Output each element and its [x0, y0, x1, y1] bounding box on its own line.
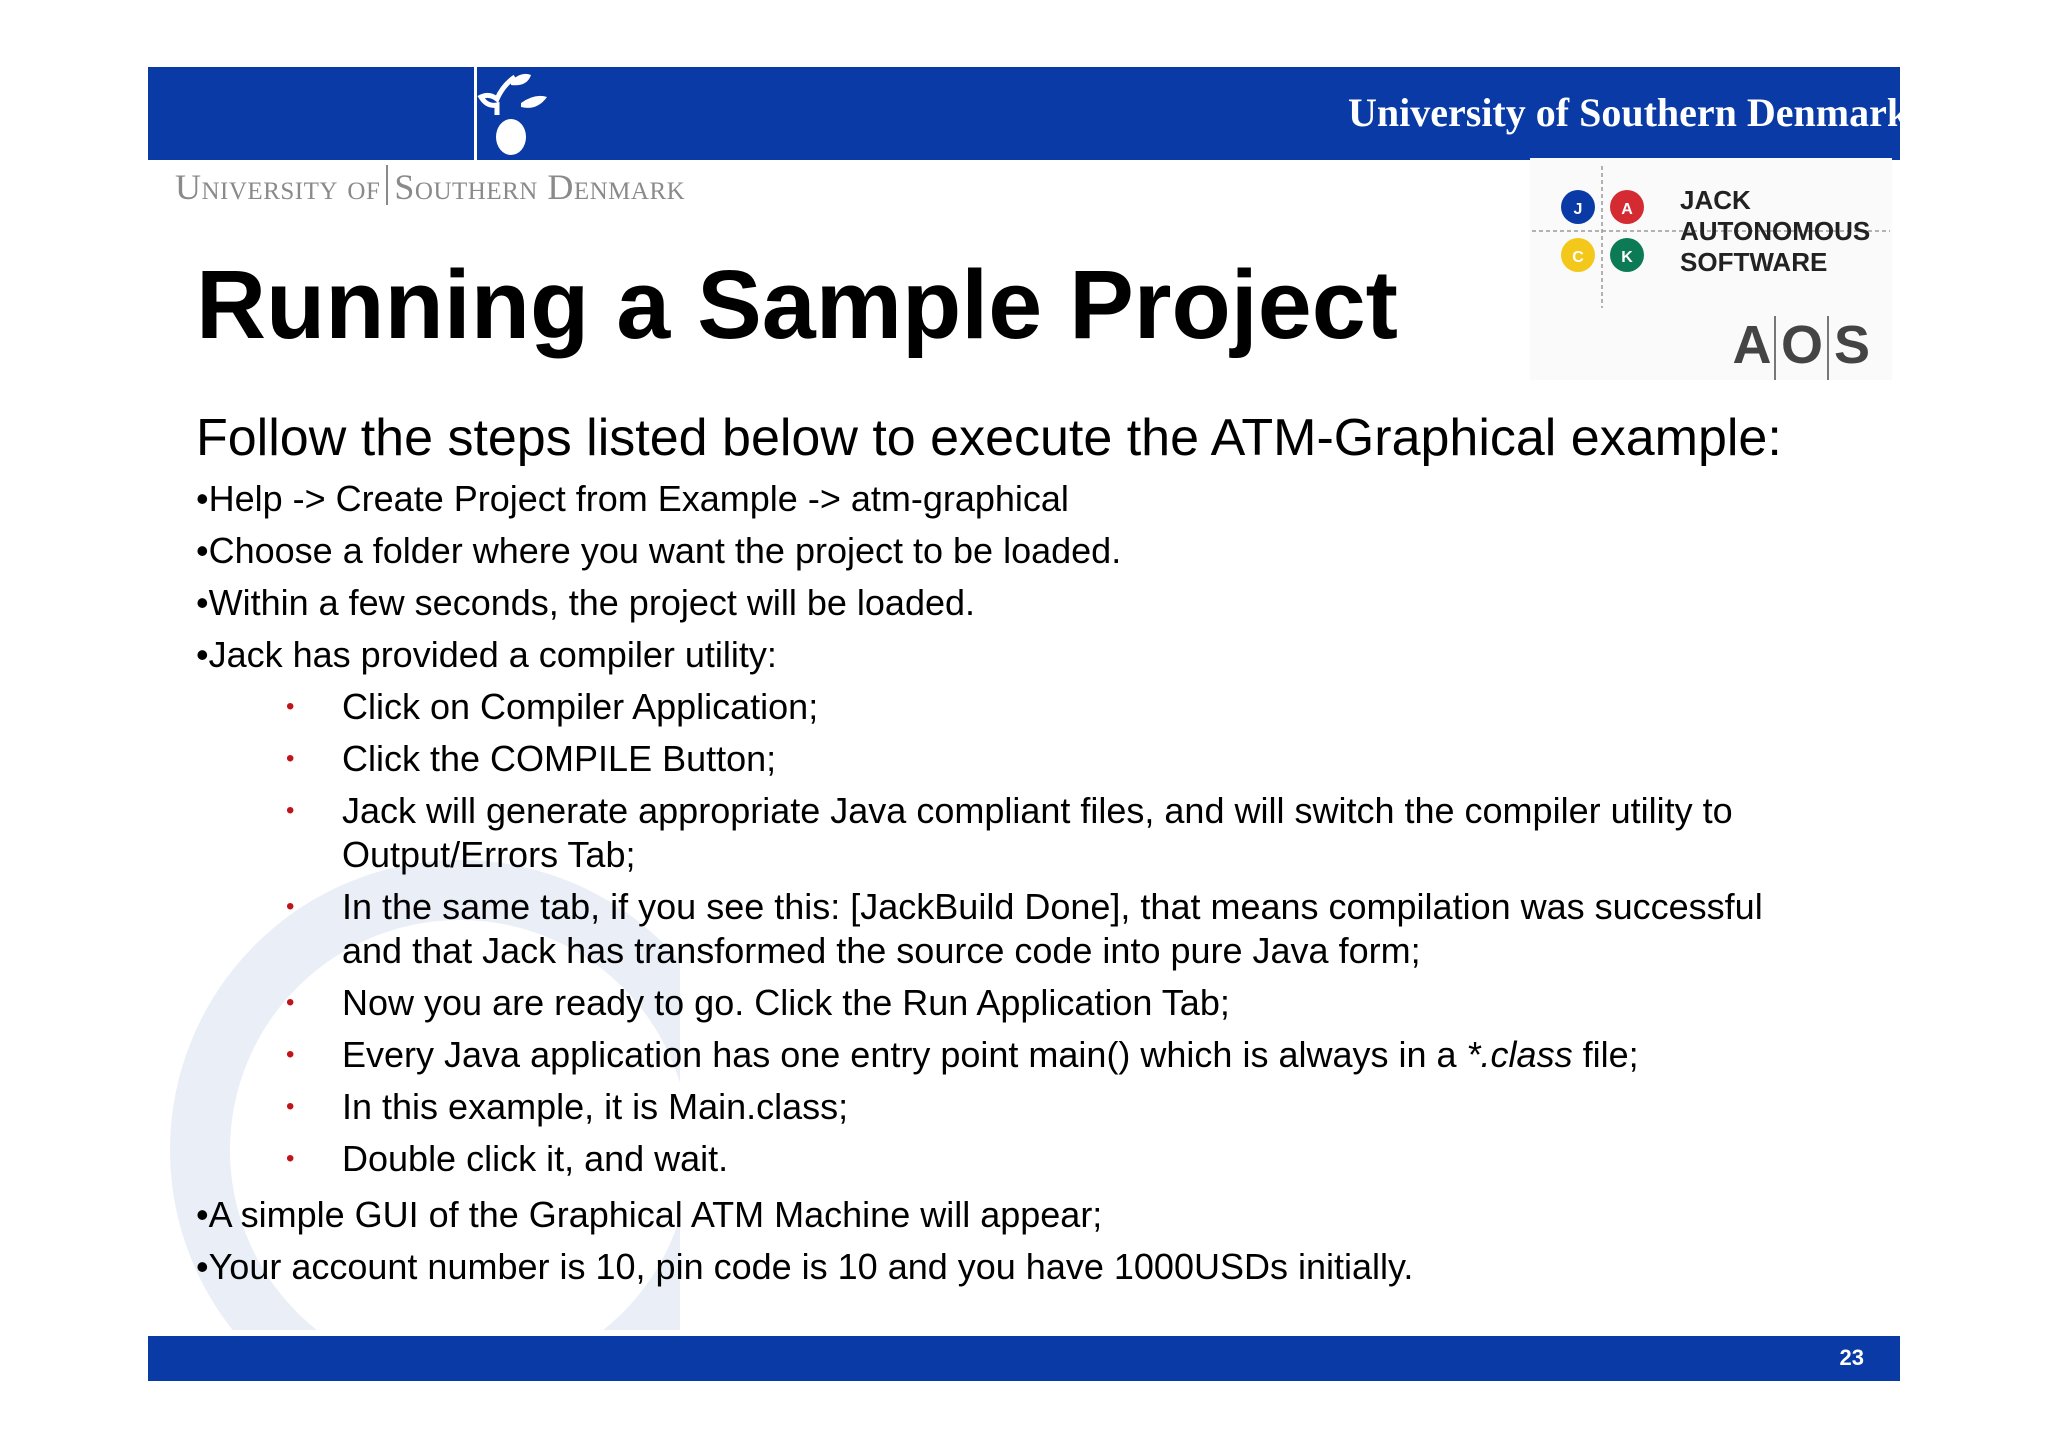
jack-line-3: SOFTWARE [1680, 247, 1828, 277]
slide-body [196, 403, 1876, 1293]
header-university-name: University of Southern Denmark [1348, 90, 1910, 135]
sub-bullet: • [286, 745, 295, 772]
sub-bullet: • [286, 989, 295, 1016]
footer-bar [148, 1336, 1900, 1381]
svg-text:J: J [1573, 201, 1583, 218]
entry-text-before: Every Java application has one entry point main() which is always in a [342, 1034, 1467, 1075]
jack-circle-c [1561, 238, 1595, 272]
step-choose-folder: •Choose a folder where you want the project to be loaded. [196, 530, 1122, 571]
step-project-loaded: •Within a few seconds, the project will be loaded. [196, 582, 976, 623]
sub-bullet: • [286, 1041, 295, 1068]
substep-item [196, 737, 1876, 781]
page-number: 23 [1839, 1345, 1864, 1370]
substep-text [342, 1033, 1812, 1077]
substep-item [196, 1033, 1876, 1077]
substep-text: Click on Compiler Application; [342, 686, 819, 727]
intro-line: Follow the steps listed below to execute the ATM-Graphical example: [196, 409, 1782, 467]
step-help-menu: •Help -> Create Project from Example -> atm-graphical [196, 478, 1069, 519]
entry-text-after: file; [1572, 1034, 1639, 1075]
substep-item [196, 885, 1876, 973]
sub-bullet: • [286, 1145, 295, 1172]
svg-text:A: A [1621, 201, 1633, 218]
sub-bullet: • [286, 1093, 295, 1120]
substep-item [196, 1137, 1876, 1181]
step-account-info: •Your account number is 10, pin code is 10 and you have 1000USDs initially. [196, 1246, 1414, 1287]
substep-item [196, 789, 1876, 877]
jack-circle-j [1561, 190, 1595, 224]
sub-bullet: • [286, 893, 295, 920]
entry-text-italic: *.class [1466, 1034, 1573, 1075]
slide-title: Running a Sample Project [196, 250, 1398, 359]
university-apple-logo-icon [433, 67, 553, 160]
substep-text: Jack will generate appropriate Java compliant files, and will switch the compiler utility to Output/Errors Tab; [342, 790, 1733, 875]
wordmark-divider [386, 165, 388, 205]
jack-line-2: AUTONOMOUS [1680, 216, 1871, 246]
substep-text: Now you are ready to go. Click the Run Application Tab; [342, 982, 1230, 1023]
substep-text: Double click it, and wait. [342, 1138, 729, 1179]
svg-text:C: C [1572, 249, 1584, 266]
header-bar [148, 67, 1910, 160]
university-wordmark [175, 165, 685, 208]
jack-aos-logo [1530, 158, 1892, 380]
substep-item [196, 981, 1876, 1025]
step-compiler-utility: •Jack has provided a compiler utility: [196, 634, 777, 675]
substep-text: In this example, it is Main.class; [342, 1086, 849, 1127]
wordmark-right: Southern Denmark [394, 167, 686, 207]
substep-item [196, 1085, 1876, 1129]
substep-text: In the same tab, if you see this: [JackBuild Done], that means compilation was successful and that Jack has transformed the source code into pure Java form; [342, 886, 1763, 971]
sub-bullet: • [286, 693, 295, 720]
step-gui-appears: •A simple GUI of the Graphical ATM Machine will appear; [196, 1194, 1103, 1235]
wordmark-left: University of [175, 167, 381, 207]
jack-circle-a [1610, 190, 1644, 224]
aos-letter-s: S [1833, 315, 1871, 375]
jack-circle-k [1610, 238, 1644, 272]
aos-letter-o: O [1780, 315, 1824, 375]
jack-line-1: JACK [1680, 185, 1751, 215]
substep-text: Click the COMPILE Button; [342, 738, 777, 779]
aos-letter-a: A [1732, 315, 1772, 375]
sub-bullet: • [286, 797, 295, 824]
svg-text:K: K [1621, 249, 1633, 266]
substep-item [196, 685, 1876, 729]
